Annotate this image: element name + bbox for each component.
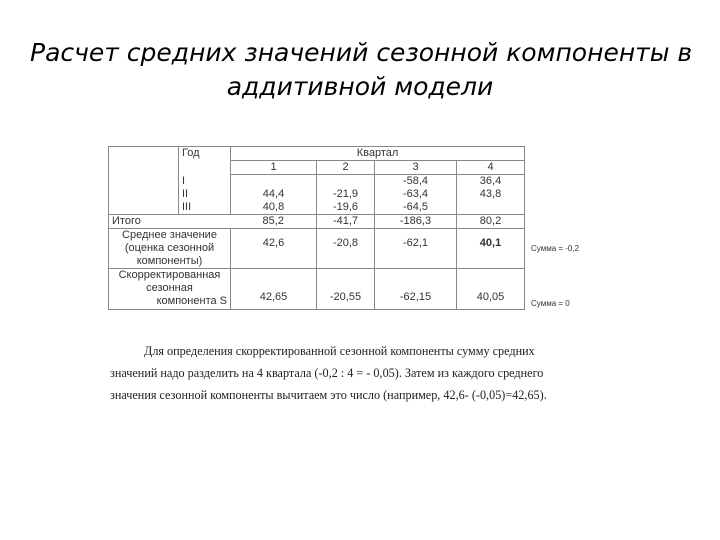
table-cell: 40,8 — [262, 201, 285, 213]
table-cell: -21,9 — [332, 188, 359, 200]
table-cell: -63,4 — [402, 188, 429, 200]
header-year: Год — [179, 147, 231, 161]
corrected-value: 42,65 — [259, 291, 288, 303]
paragraph-line-3: значения сезонной компоненты вычитаем это число (например, 42,6- (-0,05)=42,65). — [110, 388, 547, 402]
slide-title — [30, 36, 693, 104]
average-sum-note: Сумма = -0,2 — [531, 244, 580, 253]
total-cell: 80,2 — [457, 215, 525, 229]
corrected-label-line: сезонная — [146, 282, 193, 294]
average-value: -20,8 — [332, 237, 359, 249]
table-cell-q2 — [317, 175, 375, 215]
average-label-line: компоненты) — [136, 255, 203, 267]
table-cell: 36,4 — [479, 175, 502, 187]
average-label-line: (оценка сезонной — [124, 242, 215, 254]
table-cell-q1 — [231, 175, 317, 215]
average-value: 40,1 — [479, 237, 502, 249]
corrected-value: -20,55 — [329, 291, 362, 303]
average-cell — [457, 229, 525, 269]
quarter-header: 4 — [457, 161, 525, 175]
table-cell — [320, 175, 371, 188]
paragraph-line-1: Для определения скорректированной сезонной компоненты сумму средних — [144, 344, 535, 358]
corrected-cell — [375, 269, 457, 310]
table-cell: -19,6 — [332, 201, 359, 213]
corrected-label — [109, 269, 231, 310]
corrected-label-line: Скорректированная — [118, 269, 221, 281]
average-cell — [317, 229, 375, 269]
corrected-cell — [457, 269, 525, 310]
title-line-1: Расчет средних значений сезонной компоненты в — [30, 38, 693, 67]
total-cell: -41,7 — [317, 215, 375, 229]
average-value: 42,6 — [262, 237, 285, 249]
corrected-row — [109, 269, 589, 310]
header-quarter: Квартал — [231, 147, 525, 161]
year-label: III — [182, 200, 192, 213]
table-cell — [460, 201, 521, 214]
quarter-header: 3 — [375, 161, 457, 175]
header-row-1 — [109, 147, 589, 161]
table-cell-q3 — [375, 175, 457, 215]
year-label: II — [182, 187, 189, 200]
data-rows — [109, 175, 589, 215]
corrected-sum-note: Сумма = 0 — [531, 298, 570, 308]
corrected-value: 40,05 — [476, 291, 505, 303]
corrected-label-line: компонента S — [156, 295, 227, 307]
quarter-header: 2 — [317, 161, 375, 175]
table-cell-q4 — [457, 175, 525, 215]
table-cell: 44,4 — [262, 188, 285, 200]
average-label — [109, 229, 231, 269]
average-cell — [231, 229, 317, 269]
total-cell: 85,2 — [231, 215, 317, 229]
average-row — [109, 229, 589, 269]
year-labels — [179, 175, 231, 215]
quarter-header: 1 — [231, 161, 317, 175]
total-row — [109, 215, 589, 229]
corrected-value: -62,15 — [399, 291, 432, 303]
corrected-cell — [231, 269, 317, 310]
table-cell: -58,4 — [402, 175, 429, 187]
title-line-2: аддитивной модели — [226, 72, 494, 101]
header-row-2 — [109, 161, 589, 175]
average-label-line: Среднее значение — [122, 229, 217, 241]
total-cell: -186,3 — [375, 215, 457, 229]
seasonal-component-table — [108, 146, 589, 310]
average-value: -62,1 — [402, 237, 429, 249]
total-label: Итого — [109, 215, 231, 229]
table-cell — [234, 175, 313, 188]
table-cell: 43,8 — [479, 188, 502, 200]
corrected-cell — [317, 269, 375, 310]
average-cell — [375, 229, 457, 269]
year-label: I — [182, 174, 186, 187]
explanation-paragraph — [110, 340, 615, 406]
header-corner — [109, 147, 179, 161]
paragraph-line-2: значений надо разделить на 4 квартала (-0,2 : 4 = - 0,05). Затем из каждого среднего — [110, 366, 544, 380]
table-cell: -64,5 — [402, 201, 429, 213]
